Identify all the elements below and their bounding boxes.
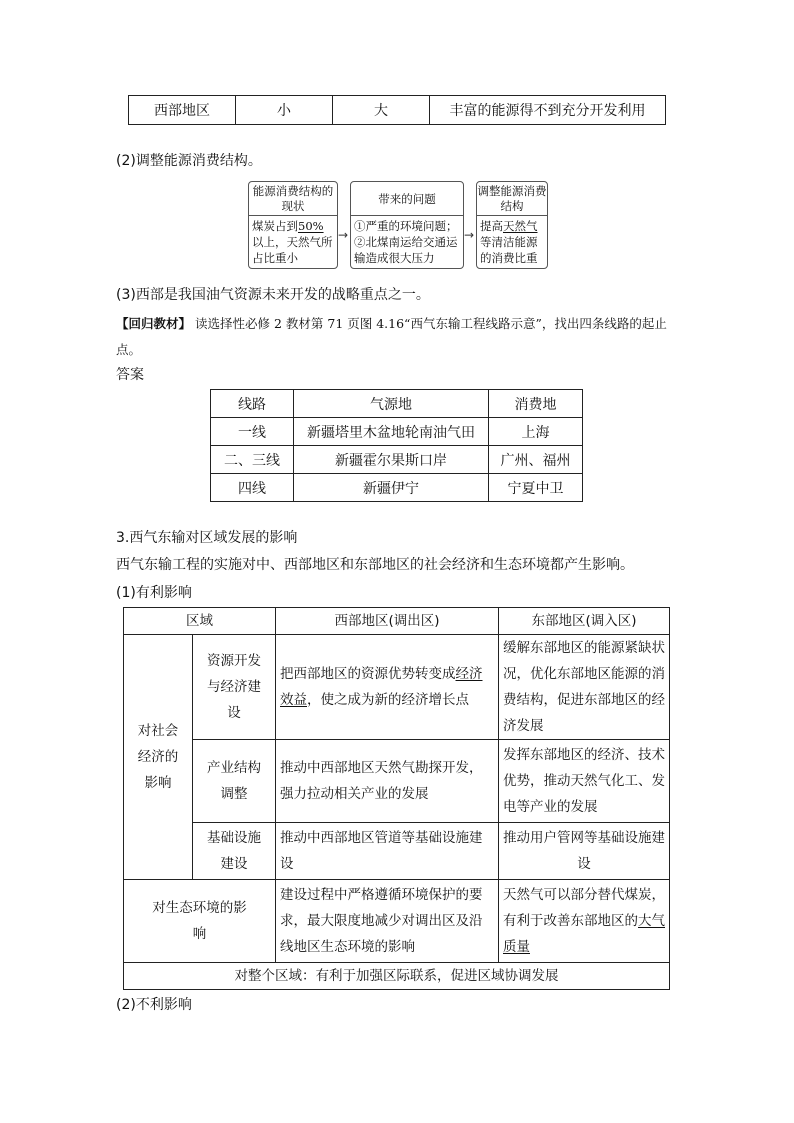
table-cell: 推动中西部地区天然气勘探开发，强力拉动相关产业的发展 bbox=[276, 740, 499, 823]
table-header-row bbox=[211, 390, 583, 418]
table-header-row bbox=[124, 608, 670, 635]
table-cell: 一线 bbox=[211, 418, 294, 446]
row-label: 基础设施建设 bbox=[193, 823, 276, 880]
table-row bbox=[124, 823, 670, 880]
table-cell bbox=[430, 96, 666, 125]
review-paragraph bbox=[116, 311, 676, 363]
social-impact-label: 对社会经济的影响 bbox=[124, 635, 193, 880]
flow-box-body: 煤炭占到50%以上，天然气所占比重小 bbox=[252, 219, 333, 265]
sub-heading-unfavorable: (2)不利影响 bbox=[116, 997, 192, 1013]
table-header-cell: 气源地 bbox=[294, 390, 489, 418]
table-cell: 天然气可以部分替代煤炭，有利于改善东部地区的大气质量 bbox=[499, 880, 670, 963]
pipeline-table bbox=[210, 389, 583, 502]
table-cell: 四线 bbox=[211, 474, 294, 502]
table-header-cell: 线路 bbox=[211, 390, 294, 418]
sub-heading-favorable: (1)有利影响 bbox=[116, 585, 192, 601]
table-header-cell: 消费地 bbox=[489, 390, 583, 418]
table-cell: 西部地区 bbox=[129, 96, 236, 125]
arrow-right-icon: → bbox=[464, 228, 475, 242]
table-cell: 小 bbox=[236, 96, 333, 125]
flow-box-body: ①严重的环境问题； ②北煤南运给交通运输造成很大压力 bbox=[354, 219, 458, 265]
table-row bbox=[124, 963, 670, 990]
table-row bbox=[124, 740, 670, 823]
flow-box-header: 能源消费结构的现状 bbox=[249, 182, 337, 216]
table-header-cell: 西部地区(调出区) bbox=[276, 608, 499, 635]
region-table-fragment bbox=[128, 95, 666, 125]
flow-box-header: 带来的问题 bbox=[351, 182, 463, 216]
table-cell: 大 bbox=[333, 96, 430, 125]
section-3-text: (3)西部是我国油气资源未来开发的战略重点之一。 bbox=[116, 287, 430, 303]
table-cell: 发挥东部地区的经济、技术优势，推动天然气化工、发电等产业的发展 bbox=[499, 740, 670, 823]
flow-box-problems bbox=[350, 181, 464, 269]
table-header-cell: 东部地区(调入区) bbox=[499, 608, 670, 635]
table-row bbox=[211, 418, 583, 446]
table-cell: 新疆伊宁 bbox=[294, 474, 489, 502]
flow-box-current bbox=[248, 181, 338, 269]
table-row bbox=[124, 635, 670, 740]
table-row bbox=[211, 446, 583, 474]
section-heading-2: (2)调整能源消费结构。 bbox=[116, 153, 262, 169]
flow-box-adjust bbox=[476, 181, 548, 269]
underlined-text: 丰富的能源得不到充分开发利用 bbox=[449, 103, 646, 119]
arrow-right-icon: → bbox=[338, 228, 349, 242]
row-label: 产业结构调整 bbox=[193, 740, 276, 823]
table-cell: 新疆霍尔果斯口岸 bbox=[294, 446, 489, 474]
flow-box-body: 提高天然气等清洁能源的消费比重 bbox=[480, 219, 538, 265]
row-label: 资源开发与经济建设 bbox=[193, 635, 276, 740]
eco-impact-label: 对生态环境的影响 bbox=[124, 880, 276, 963]
table-cell: 新疆塔里木盆地轮南油气田 bbox=[294, 418, 489, 446]
impact-table bbox=[123, 607, 670, 990]
table-cell: 建设过程中严格遵循环境保护的要求，最大限度地减少对调出区及沿线地区生态环境的影响 bbox=[276, 880, 499, 963]
review-tag: 【回归教材】 bbox=[116, 316, 192, 331]
flow-box-header: 调整能源消费结构 bbox=[477, 182, 547, 216]
table-cell: 推动用户管网等基础设施建设 bbox=[499, 823, 670, 880]
table-cell: 把西部地区的资源优势转变成经济效益，使之成为新的经济增长点 bbox=[276, 635, 499, 740]
table-cell: 推动中西部地区管道等基础设施建设 bbox=[276, 823, 499, 880]
table-cell: 上海 bbox=[489, 418, 583, 446]
table-cell: 宁夏中卫 bbox=[489, 474, 583, 502]
table-row bbox=[129, 96, 666, 125]
whole-region-cell: 对整个区域：有利于加强区际联系，促进区域协调发展 bbox=[124, 963, 670, 990]
table-cell: 二、三线 bbox=[211, 446, 294, 474]
section-heading-3: 3.西气东输对区域发展的影响 bbox=[116, 530, 298, 546]
review-text: 读选择性必修 2 教材第 71 页图 4.16“西气东输工程线路示意”，找出四条线路的起止点。 bbox=[116, 316, 667, 357]
intro-paragraph: 西气东输工程的实施对中、西部地区和东部地区的社会经济和生态环境都产生影响。 bbox=[116, 557, 634, 573]
table-row bbox=[124, 880, 670, 963]
table-row bbox=[211, 474, 583, 502]
answer-label: 答案 bbox=[116, 367, 144, 383]
table-cell: 缓解东部地区的能源紧缺状况，优化东部地区能源的消费结构，促进东部地区的经济发展 bbox=[499, 635, 670, 740]
table-cell: 广州、福州 bbox=[489, 446, 583, 474]
table-header-cell: 区域 bbox=[124, 608, 276, 635]
